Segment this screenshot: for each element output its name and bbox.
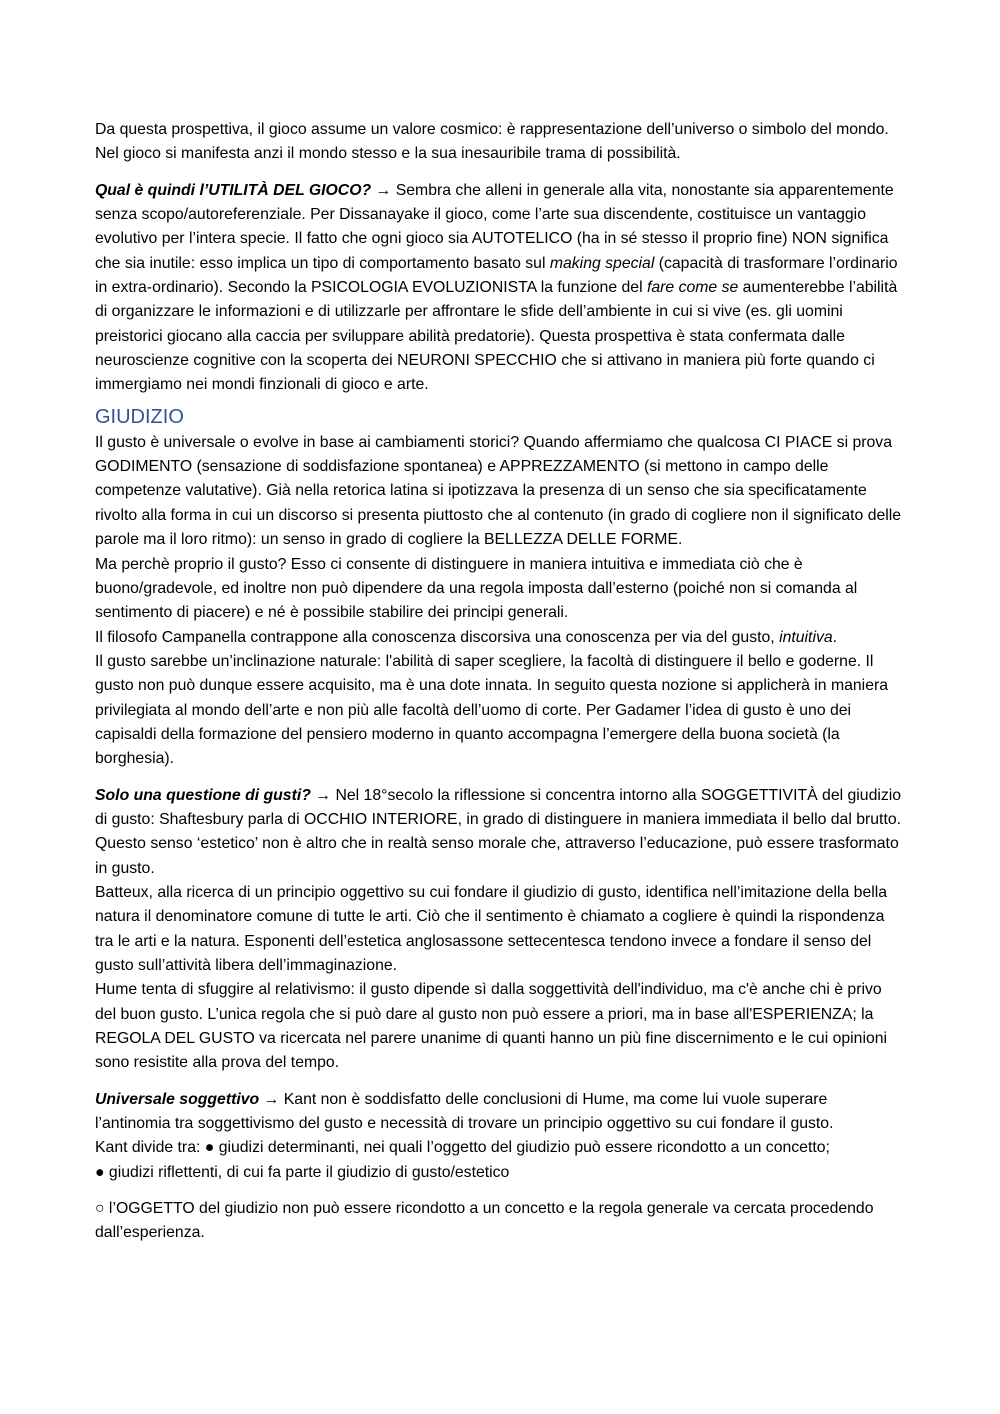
solo-text: Nel 18°secolo la riflessione si concentra intorno alla SOGGETTIVITÀ del giudizio di gusto: Shaftesbury parla di OCCHIO INTERIORE, in grado di distinguere in maniera immediata il bello dal brutto. Questo senso ‘estetico’ non è altro che in realtà senso morale che, attraverso l’educazione, può essere trasformato in gusto. (95, 786, 902, 877)
utility-emphasis-making-special: making special (549, 254, 655, 272)
arrow-icon: → (371, 181, 396, 199)
utility-paragraph (95, 179, 907, 398)
campanella-text-2: . (832, 628, 838, 646)
utility-text-2: (capacità di trasformare l’ordinario in extra-ordinario). Secondo la PSICOLOGIA EVOLUZIONISTA la funzione del (95, 254, 898, 297)
hume-paragraph: Hume tenta di sfuggire al relativismo: il gusto dipende sì dalla soggettività dell'individuo, ma c'è anche chi è privo del buon gusto. L’unica regola che si può dare al gusto non può essere a priori, ma in base all'ESPERIENZA; la REGOLA DEL GUSTO va ricercata nel parere unanime di quanti hanno un più fine discernimento e le cui opinioni sono resistite alla prova del tempo. (95, 981, 888, 1072)
batteux-paragraph: Batteux, alla ricerca di un principio oggettivo su cui fondare il giudizio di gusto, identifica nell’imitazione della bella natura il denominatore comune di tutte le arti. Ciò che il sentimento è chiamato a cogliere è quindi la rispondenza tra le arti e la natura. Esponenti dell’estetica anglosassone settecentesca tendono invece a fondare il senso del gusto sull’attività libera dell’immaginazione. (95, 883, 888, 974)
solo-paragraph (95, 784, 907, 881)
arrow-icon: → (259, 1090, 284, 1108)
section-heading-giudizio: GIUDIZIO (95, 405, 184, 428)
utility-emphasis-fare-come-se: fare come se (646, 279, 739, 297)
universale-text: Kant non è soddisfatto delle conclusioni di Hume, ma come lui vuole superare l’antinomia tra soggettivismo del gusto e necessità di trovare un principio oggettivo su cui fondare il gusto. (95, 1090, 834, 1133)
intro-paragraph: Da questa prospettiva, il gioco assume un valore cosmico: è rappresentazione dell’universo o simbolo del mondo. Nel gioco si manifesta anzi il mondo stesso e la sua inesauribile trama di possibilità. (95, 121, 889, 163)
campanella-paragraph (95, 626, 907, 650)
solo-lead: Solo una questione di gusti? (95, 786, 311, 804)
utility-text-3: aumenterebbe l’abilità di organizzare le informazioni e di utilizzarle per affrontare le sfide dell’ambiente in cui si vive (es. gli uomini preistorici giocano alla caccia per sviluppare abilità predatorie). Questa prospettiva è stata confermata dalle neuroscienze cognitive con la scoperta dei NEURONI SPECCHIO che si attivano in maniera più forte quando ci immergiamo nei mondi finzionali di gioco e arte. (95, 279, 898, 394)
campanella-emphasis: intuitiva (779, 628, 833, 646)
campanella-text-1: Il filosofo Campanella contrappone alla conoscenza discorsiva una conoscenza per via del gusto, (95, 628, 780, 646)
utility-lead: Qual è quindi l’UTILITÀ DEL GIOCO? (95, 181, 372, 199)
universale-lead: Universale soggettivo (95, 1090, 260, 1108)
universale-paragraph (95, 1088, 907, 1137)
arrow-icon: → (310, 786, 336, 804)
kant-line-2: ● giudizi riflettenti, di cui fa parte il giudizio di gusto/estetico (95, 1163, 510, 1181)
kant-line-1: Kant divide tra: ● giudizi determinanti, nei quali l’oggetto del giudizio può essere ricondotto a un concetto; (95, 1139, 830, 1157)
giudizio-paragraph-1: Il gusto è universale o evolve in base ai cambiamenti storici? Quando affermiamo che qualcosa CI PIACE si prova GODIMENTO (sensazione di soddisfazione spontanea) e APPREZZAMENTO (si mettono in campo delle competenze valutative). Già nella retorica latina si ipotizzava la presenza di un senso che sia specificatamente rivolto alla forma in cui un discorso si presenta piuttosto che al contenuto (in grado di cogliere non il significato delle parole ma il loro ritmo): un senso in grado di cogliere la BELLEZZA DELLE FORME. (95, 433, 902, 549)
giudizio-paragraph-4: Il gusto sarebbe un’inclinazione naturale: l'abilità di saper scegliere, la facoltà di distinguere il bello e goderne. Il gusto non può dunque essere acquisito, ma è una dote innata. In seguito questa nozione si applicherà in maniera privilegiata al mondo dell’arte e non più alle facoltà dell’uomo di corte. Per Gadamer l’idea di gusto è uno dei capisaldi della formazione del pensiero moderno in quanto accompagna l’emergere della buona società (la borghesia). (95, 652, 889, 768)
utility-text-1: Sembra che alleni in generale alla vita, nonostante sia apparentemente senza scopo/autoreferenziale. Per Dissanayake il gioco, come l’arte sua discendente, costituisce un vantaggio evolutivo per l’intera specie. Il fatto che ogni gioco sia AUTOTELICO (ha in sé stesso il proprio fine) NON significa che sia inutile: esso implica un tipo di comportamento basato sul (95, 181, 894, 272)
giudizio-paragraph-2: Ma perchè proprio il gusto? Esso ci consente di distinguere in maniera intuitiva e immediata ciò che è buono/gradevole, ed inoltre non può dipendere da una regola imposta dall’esterno (poiché non si comanda al sentimento di piacere) e né è possibile stabilire dei principi generali. (95, 555, 858, 622)
oggetto-paragraph: ○ l’OGGETTO del giudizio non può essere ricondotto a un concetto e la regola generale va cercata procedendo dall’esperienza. (95, 1200, 874, 1242)
document-body (95, 118, 907, 1246)
